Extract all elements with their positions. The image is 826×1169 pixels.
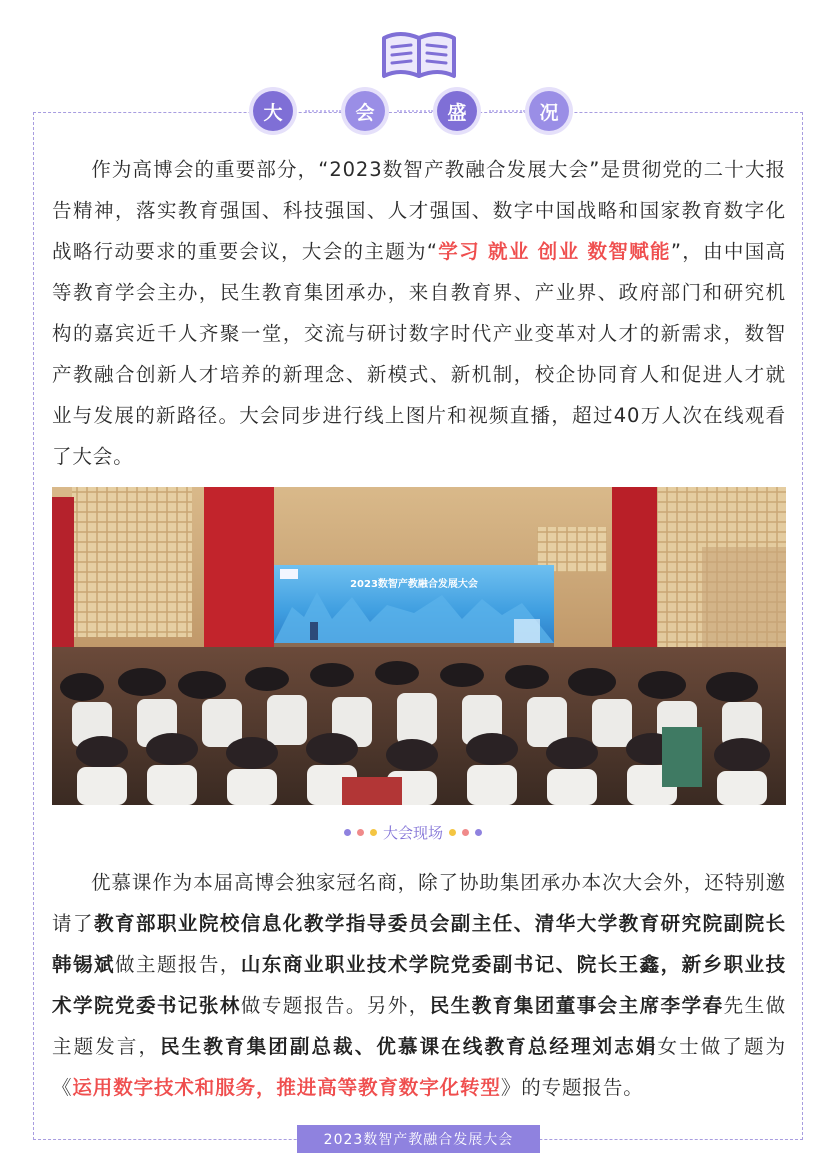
sponsor-text: 女士做了题为《: [52, 1035, 786, 1099]
speaker-name: 山东商业职业技术学院党委副书记、院长王鑫，新乡职业技术学院党委书记张林: [52, 953, 787, 1017]
book-icon: [380, 28, 458, 80]
sponsor-text: 先生做主题发言，: [52, 994, 786, 1058]
caption-text: 大会现场: [382, 823, 443, 842]
intro-text: 作为高博会的重要部分，“2023数智产教融合发展大会”是贯彻党的二十大报告精神，落实教育强国、科技强国、人才强国、数字中国战略和国家教育数字化战略行动要求的重要会议，大会的主题为“: [52, 158, 786, 263]
sponsor-text: 》的专题报告。: [500, 1076, 644, 1099]
caption-dot: [475, 829, 482, 836]
speaker-name: 教育部职业院校信息化教学指导委员会副主任、清华大学教育研究院副院长韩锡斌: [52, 912, 786, 976]
caption-dot: [462, 829, 469, 836]
title-connector: [397, 110, 433, 112]
title-char: 大: [253, 91, 293, 131]
caption-dot: [357, 829, 364, 836]
section-title: [0, 91, 826, 131]
speaker-name: 民生教育集团董事会主席李学春: [429, 994, 724, 1017]
title-char: 会: [345, 91, 385, 131]
stage-title: 2023数智产教融合发展大会: [350, 579, 478, 590]
caption-dot: [449, 829, 456, 836]
intro-text: ”，由中国高等教育学会主办，民生教育集团承办，来自教育界、产业界、政府部门和研究机构的嘉宾近千人齐聚一堂，交流与研讨数字时代产业变革对人才的新需求，数智产教融合创新人才培养的新理念、新模式、新机制，校企协同育人和促进人才就业与发展的新路径。大会同步进行线上图片和视频直播，超过40万人次在线观看了大会。: [52, 240, 786, 468]
sponsor-text: 优慕课作为本届高博会独家冠名商，除了协助集团承办本次大会外，还特别邀请了: [52, 871, 786, 935]
speaker-name: 民生教育集团副总裁、优慕课在线教育总经理刘志娟: [160, 1035, 658, 1058]
sponsor-text: 做主题报告，: [114, 953, 241, 976]
sponsor-paragraph: [52, 862, 786, 1108]
intro-paragraph: [52, 149, 786, 477]
title-connector: [305, 110, 341, 112]
title-char: 况: [529, 91, 569, 131]
title-connector: [489, 110, 525, 112]
sponsor-text: 做专题报告。另外，: [240, 994, 430, 1017]
conference-photo: [52, 487, 786, 805]
theme-highlight: 学习 就业 创业 数智赋能: [437, 240, 671, 263]
title-char: 盛: [437, 91, 477, 131]
caption-dot: [344, 829, 351, 836]
photo-caption: [0, 820, 826, 844]
caption-dot: [370, 829, 377, 836]
conference-hall-image: [52, 487, 786, 805]
footer-label: 2023数智产教融合发展大会: [297, 1125, 540, 1153]
report-title-highlight: 运用数字技术和服务，推进高等教育数字化转型: [72, 1076, 501, 1099]
